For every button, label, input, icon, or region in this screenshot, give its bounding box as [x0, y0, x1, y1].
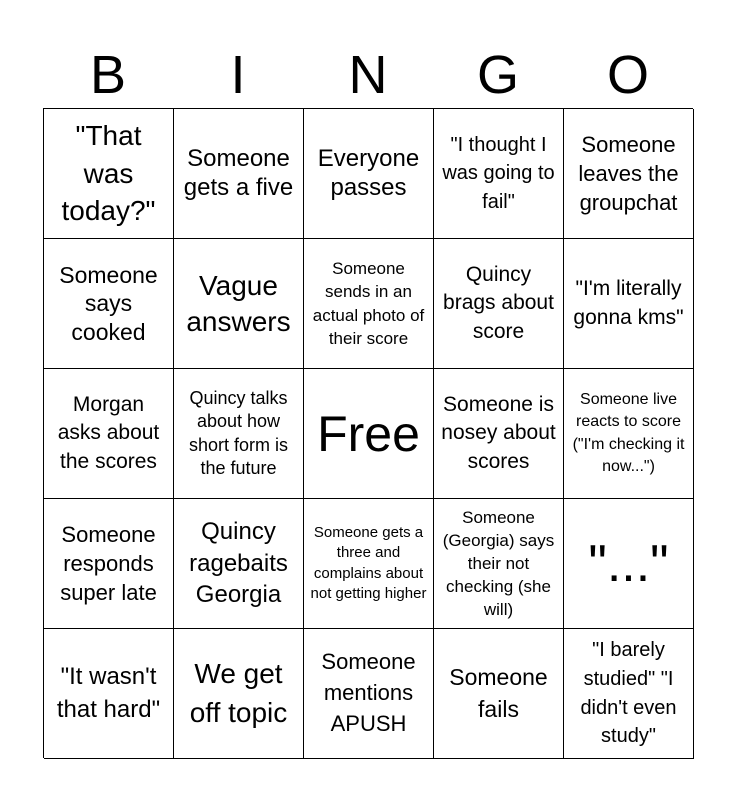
cell-text: Someone says cooked	[59, 262, 158, 345]
cell-text: "That was today?"	[61, 119, 156, 227]
cell-text: Someone responds super late	[60, 521, 157, 606]
cell-text: Someone (Georgia) says their not checking (she will)	[442, 507, 555, 620]
free-space-label: Free	[317, 405, 420, 462]
bingo-cell-r5-c4[interactable]	[434, 629, 564, 759]
cell-text: "I barely studied" "I didn't even study"	[580, 638, 677, 748]
bingo-cell-r2-c5[interactable]	[564, 239, 694, 369]
bingo-cell-r1-c5[interactable]	[564, 109, 694, 239]
cell-text: "..."	[588, 534, 669, 593]
bingo-cell-r4-c1[interactable]	[44, 499, 174, 629]
bingo-cell-r3-c4[interactable]	[434, 369, 564, 499]
header-letter-g: G	[476, 45, 519, 105]
bingo-cell-r4-c5[interactable]	[564, 499, 694, 629]
cell-text: Someone leaves the groupchat	[578, 131, 679, 216]
bingo-cell-r5-c2[interactable]	[174, 629, 304, 759]
bingo-cell-r2-c2[interactable]	[174, 239, 304, 369]
bingo-cell-r1-c1[interactable]	[44, 109, 174, 239]
cell-text: Someone mentions APUSH	[321, 649, 416, 736]
bingo-board	[43, 108, 693, 758]
bingo-cell-r4-c2[interactable]	[174, 499, 304, 629]
bingo-cell-r2-c4[interactable]	[434, 239, 564, 369]
bingo-cell-r3-c2[interactable]	[174, 369, 304, 499]
cell-text: Someone gets a five	[183, 145, 294, 201]
cell-text: Someone fails	[449, 663, 548, 722]
cell-text: Quincy talks about how short form is the future	[188, 387, 289, 478]
bingo-cell-r4-c3[interactable]	[304, 499, 434, 629]
bingo-cell-r3-c1[interactable]	[44, 369, 174, 499]
bingo-cell-r5-c5[interactable]	[564, 629, 694, 759]
bingo-cell-r5-c1[interactable]	[44, 629, 174, 759]
bingo-cell-r3-c5[interactable]	[564, 369, 694, 499]
bingo-header	[43, 42, 693, 108]
cell-text: Morgan asks about the scores	[57, 392, 160, 473]
cell-text: "It wasn't that hard"	[56, 662, 161, 723]
cell-text: Quincy brags about score	[443, 262, 554, 343]
bingo-cell-r2-c1[interactable]	[44, 239, 174, 369]
cell-text: Quincy ragebaits Georgia	[189, 517, 288, 609]
cell-text: "I thought I was going to fail"	[442, 133, 555, 213]
cell-text: Vague answers	[186, 269, 291, 337]
cell-text: Someone live reacts to score ("I'm checking it now...")	[572, 391, 685, 475]
bingo-cell-r4-c4[interactable]	[434, 499, 564, 629]
bingo-cell-r2-c3[interactable]	[304, 239, 434, 369]
bingo-cell-r1-c2[interactable]	[174, 109, 304, 239]
header-letter-b: B	[89, 45, 127, 105]
cell-text: Someone is nosey about scores	[441, 392, 556, 473]
header-letter-i: I	[230, 45, 246, 105]
cell-text: Someone gets a three and complains about not getting higher	[310, 523, 427, 602]
bingo-cell-r5-c3[interactable]	[304, 629, 434, 759]
header-letter-n: N	[348, 45, 388, 105]
cell-text: Someone sends in an actual photo of their score	[312, 259, 425, 348]
bingo-cell-r1-c3[interactable]	[304, 109, 434, 239]
bingo-cell-free[interactable]	[304, 369, 434, 499]
cell-text: "I'm literally gonna kms"	[573, 277, 684, 329]
cell-text: We get off topic	[189, 657, 288, 728]
header-letter-o: O	[606, 45, 649, 105]
cell-text: Everyone passes	[317, 145, 420, 201]
bingo-cell-r1-c4[interactable]	[434, 109, 564, 239]
